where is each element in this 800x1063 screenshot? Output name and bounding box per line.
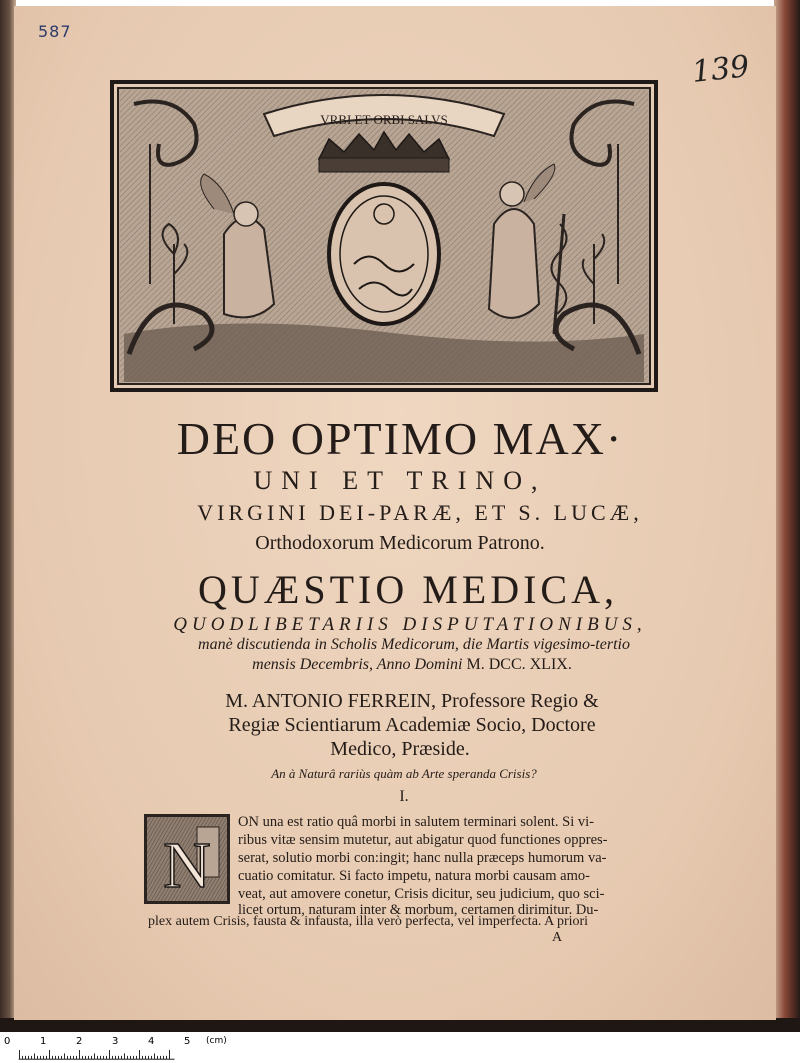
- ruler-label: 2: [76, 1036, 83, 1047]
- stamped-folio-number: 587: [38, 22, 72, 41]
- praeses-line-1: M. ANTONIO FERREIN, Professore Regio &: [225, 690, 599, 712]
- ruler-label: 5: [184, 1036, 191, 1047]
- body-line-4: cuatio comitatur. Si facto impetu, natura morbi causam amo-: [238, 868, 590, 884]
- thesis-question: An à Naturâ rariùs quàm ab Arte speranda Crisis?: [271, 766, 537, 781]
- ruler-label: 4: [148, 1036, 155, 1047]
- dedication-line-virgin: VIRGINI DEI-PARÆ, ET S. LUCÆ,: [197, 500, 643, 525]
- frontispiece-engraving: [110, 80, 658, 392]
- decorated-initial: [144, 814, 230, 904]
- scan-background-strip: [0, 1018, 800, 1032]
- handwritten-page-number: 139: [690, 49, 751, 90]
- banner-motto: VRBI ET ORBI SALVS: [320, 112, 448, 127]
- dedication-line-trinity: UNI ET TRINO,: [253, 466, 547, 495]
- date-line: [12, 656, 800, 674]
- initial-ornament: [147, 817, 227, 901]
- disputation-line: QUODLIBETARIIS DISPUTATIONIBUS,: [173, 614, 647, 635]
- praeses-line-2: Regiæ Scientiarum Academiæ Socio, Doctore: [228, 714, 596, 736]
- body-line-6: licet ortum, naturam inter & morbum, certamen dirimitur. Du-: [238, 902, 599, 918]
- dedication-title: DEO OPTIMO MAX·: [176, 413, 624, 464]
- body-line-3: serat, solutio morbi con:ingit; hanc nulla præceps humorum va-: [238, 850, 607, 866]
- ruler-ticks: [4, 1050, 190, 1060]
- ruler-unit: (cm): [206, 1036, 227, 1046]
- body-line-1: ON una est ratio quâ morbi in salutem terminari solent. Si vi-: [238, 814, 594, 830]
- catchword: A: [552, 930, 563, 945]
- engraving-illustration: [114, 84, 654, 388]
- dedication-line-patron: Orthodoxorum Medicorum Patrono.: [255, 532, 545, 554]
- schedule-line: manè discutienda in Scholis Medicorum, die Martis vigesimo-tertio: [198, 636, 630, 653]
- body-line-7: plex autem Crisis, fausta & infausta, illa verò perfecta, vel imperfecta. A priori: [148, 914, 589, 929]
- praeses-line-3: Medico, Præside.: [330, 738, 470, 760]
- ruler-label: 1: [40, 1036, 47, 1047]
- thesis-heading: QUÆSTIO MEDICA,: [198, 567, 618, 612]
- section-number: I.: [399, 788, 409, 805]
- date-year: M. DCC. XLIX.: [466, 656, 572, 673]
- scale-ruler: [0, 1034, 800, 1063]
- body-line-2: ribus vitæ sensim mutetur, aut abigatur quod functiones oppres-: [238, 832, 608, 848]
- ruler-label: 0: [4, 1036, 11, 1047]
- initial-letter: N: [163, 829, 211, 901]
- ruler-label: 3: [112, 1036, 119, 1047]
- body-line-5: veat, aut amovere conetur, Crisis dicitur, seu judicium, quo sci-: [238, 886, 605, 902]
- date-italic: mensis Decembris, Anno Domini: [252, 656, 463, 673]
